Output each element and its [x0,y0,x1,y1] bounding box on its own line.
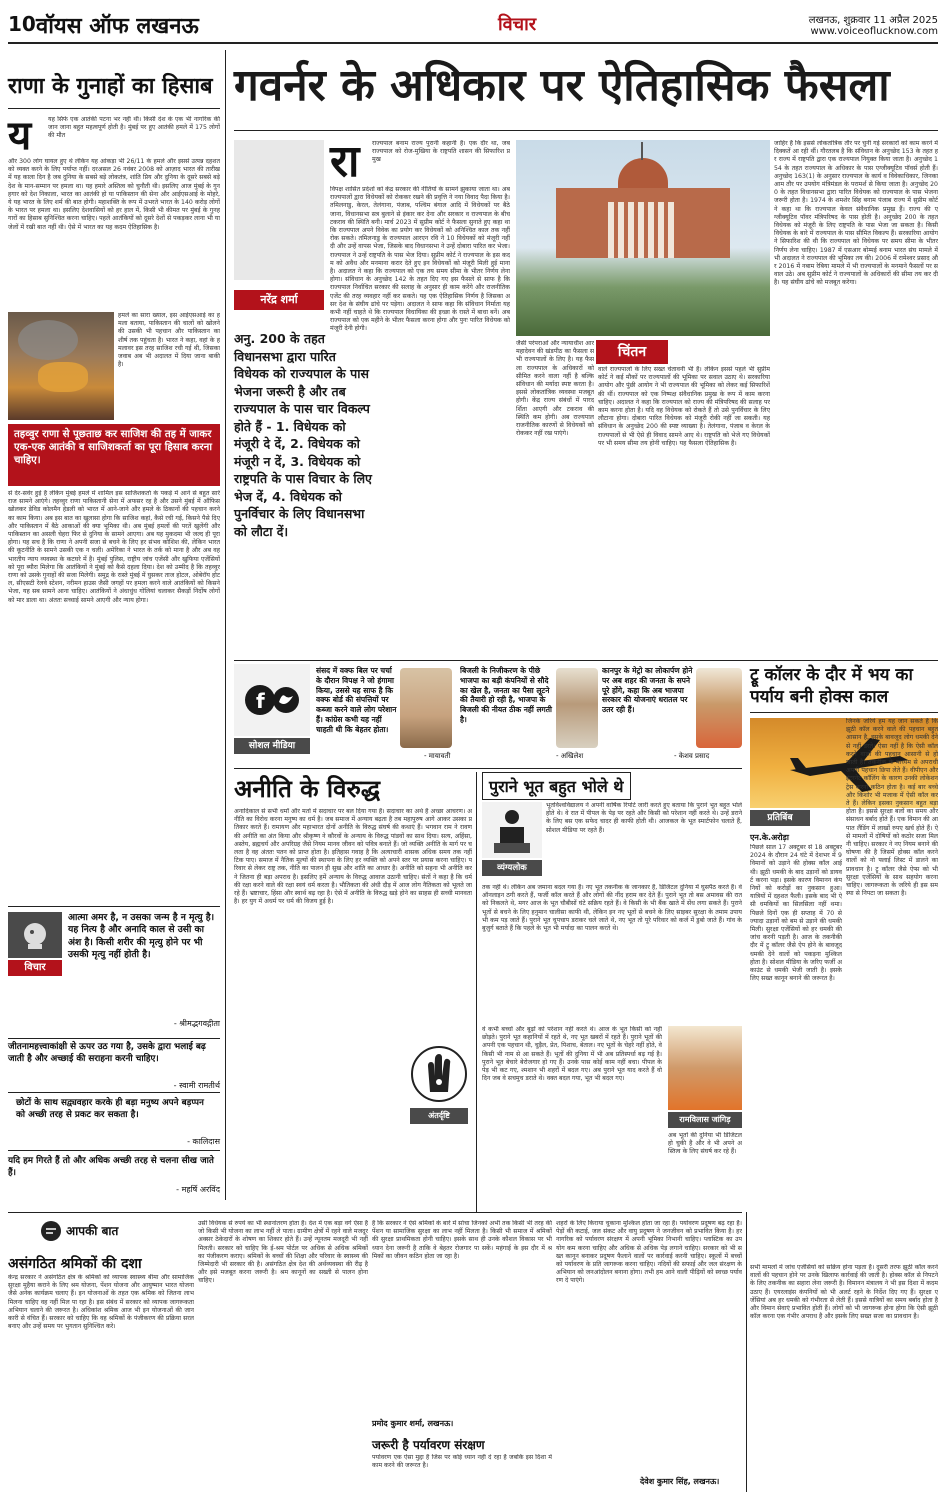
bhoot-author: रामविलास जांगिड़ [668,1112,742,1128]
main-body-2: विपक्ष शासित प्रदेशों को केंद्र सरकार की नीतियों के सामने झुकाया जाता था। अब राज्यपालों द्वारा विधेयकों को रोककर रखने की प्रवृत्ति ने नया विवाद पैदा किया है। तमिलनाडु, केरल, तेलंगाना, पंजाब, पश्चिम बंगाल आदि में विधेयकों पर बैठे जाना, विधानसभा सत्र बुलाने से इंकार कर देना और सरकार व राज्यपाल के बीच टकराव की स्थिति बनी। मार्च 2023 में सुप्रीम कोर्ट ने फैसला सुनाते हुए कहा था कि राज्यपाल अपने विवेक का प्रयोग कर विधेयकों को अनिश्चित काल तक नहीं रोक सकते। तमिलनाडु के राज्यपाल आरएन रवि ने 10 विधेयकों को मंजूरी नहीं दी और उन्हें वापस भेजा, जिसके बाद विधानसभा ने उन्हें दोबारा पारित कर भेजा। राज्यपाल ने उन्हें राष्ट्रपति के पास भेज दिया। सुप्रीम कोर्ट ने राज्यपाल के इस कदम को अवैध और मनमाना करार देते हुए इन विधेयकों को मंजूरी मिली हुई माना है। अदालत ने कहा कि राज्यपाल को एक तय समय सीमा के भीतर निर्णय लेना होगा। संविधान के अनुच्छेद 142 के तहत दिए गए इस फैसले से साफ है कि राज्यपाल निर्वाचित सरकार की सलाह के अनुसार ही काम करेंगे और राजनीतिक एजेंट की तरह व्यवहार नहीं कर सकते। यह एक ऐतिहासिक निर्णय है जिसका असर देश के संघीय ढांचे पर पड़ेगा। अदालत ने साफ कहा कि संविधान निर्माता यह कभी नहीं चाहते थे कि राज्यपाल विधायिका की इच्छा के रास्ते में बाधा बनें। अब राज्यपाल को एक महीने के भीतर फैसला करना होगा और पुनः पारित विधेयक को मंजूरी देनी होगी। [330,186,510,333]
letter-1-body-b: उसी विधेयक से रुपये का भी स्थानांतरण होता है। देश में एक बड़ा वर्ग ऐसा है जो किसी भी योजना का लाभ नहीं ले पाता। ग्रामीण क्षेत्रों में रहने वाले मजदूर अक्सर ठेकेदारों के शोषण का शिकार होते हैं। उन्हें न्यूनतम मजदूरी भी नहीं मिलती। सरकार को चाहिए कि ई-श्रम पोर्टल पर अधिक से अधिक श्रमिकों का पंजीकरण कराए। श्रमिकों के बच्चों की शिक्षा और परिवार के स्वास्थ्य की जिम्मेदारी भी सरकार की है। असंगठित क्षेत्र देश की अर्थव्यवस्था की रीढ़ है और इसे मजबूत करना जरूरी है। श्रम कानूनों का सख्ती से पालन होना चाहिए। [198,1220,368,1285]
aneeti-section [234,772,472,1212]
letter-1-title: असंगठित श्रमिकों की दशा [8,1256,142,1272]
trucaller-section [750,664,938,1264]
left-body-2: हमले का सारा ख्याल, इस आईएसआई का हमला बताया, पाकिस्तान की चालों को खोलने की उसकी भी पहचान और पाकिस्तान का शीर्ष तक पहुंचता है। भारत ने कहा, वहां के हमलावर इस तरह साजिश रची गई थी, जिसका जवाब अब भी अदालत में दिया जाना बाकी है। [118,312,220,369]
pullquote [234,330,374,630]
main-bottom-rule [234,660,938,661]
trucaller-author: एन.के.अरोड़ा [750,833,789,842]
vichar-box [8,912,220,1032]
left-body-top: यह सिर्फ एक आतंकी पटना भर नहीं थी। किसी देश के एक भी नागरिक की जान जाना बहुत महत्वपूर्ण होती है। मुंबई पर हुए आतंकी हमले में 175 लोगों की मौत [48,116,220,140]
bhoot-headline: पुराने भूत बहुत भोले थे [482,772,631,800]
thinking-head-icon [18,920,52,950]
bhoot-body-2: तक नहीं थे। लेकिन अब जमाना बदल गया है। नए भूत तकनीक के जानकार हैं, डिजिटल दुनिया में घुसपैठ करते हैं। वे ऑनलाइन ठगी करते हैं, फर्जी कॉल करते हैं और लोगों की नींद हराम कर देते हैं। पुराने भूत तो बस अमावस की रात को निकलते थे, मगर आज के भूत चौबीसों घंटे सक्रिय रहते हैं। वे किसी के भी बैंक खाते में सेंध लगा सकते हैं। पुराने भूतों से बचने के लिए हनुमान चालीसा काफी थी, लेकिन इन नए भूतों से बचने के लिए साइबर सुरक्षा के तमाम उपाय भी कम पड़ जाते हैं। पुराने भूत चुपचाप डराकर चले जाते थे, नए भूत तो पूरे परिवार को कर्ज में डुबो जाते हैं। गांव के बुजुर्ग बताते हैं कि पहले के भूत भी मर्यादा का पालन करते थे। [482,884,742,933]
masthead [8,6,938,42]
hamsa-hand-icon [410,1042,468,1106]
bhoot-section [482,772,742,1212]
aapki-baat-rule [8,1212,742,1213]
quote-3-block [8,1092,220,1202]
social-label: सोशल मीडिया [234,738,310,754]
author-photo [234,140,324,280]
avatar-2 [556,668,598,748]
bhoot-author-photo [668,1026,742,1110]
left-photo [8,312,114,420]
vichar-label: विचार [8,960,62,976]
left-divider [8,906,220,907]
antardrishti-emblem [410,1042,468,1132]
quote-divider-2 [8,1092,220,1093]
main-dropcap: रा [330,136,360,187]
court-dome [618,158,668,188]
court-pillars [608,202,678,258]
aapki-baat-label: आपकी बात [66,1224,119,1238]
fire-shape [38,362,88,392]
section-title: विचार [498,14,537,35]
quote-divider-3 [8,1150,220,1151]
left-body-1: और 300 लोग घायल हुए थे लेकिन यह आंकड़ा भी 26/11 के हमले और इससे उत्पन्न दहशत को व्यक्त करने के लिए पर्याप्त नहीं। दरअसल 26 नवंबर 2008 को आज़ाद भारत की तारीख में यह काला दिन है जब दुनिया के सबसे बड़े लोकतंत्र, शांति प्रिय और दुनिया के दूसरे सबसे बड़े देश के मान-सम्मान पर हमला था। यह हमारे अस्तित्व को चुनौती थी। इसलिए आज मुंबई के गुनहगार को देश निकाला, भारत का आतंकी हो या पाकिस्तान की सेना और आईएसआई के मोहरे, ये यह भारत के लिए शर्म की बात होगी। महाशक्ति के रूप में उभरते भारत के 140 करोड़ लोगों के भारत पर हमला था। इसलिए देशवासियों को हर हाल में, किसी भी कीमत पर मुंबई के गुनहगारों का हिसाब सुनिश्चित करना चाहिए। पहले आतंकियों को दूसरे देशों से पकड़कर लाना भी या जेलों में रखी बात नहीं थी। ऐसे में भारत का यह कदम ऐतिहासिक है। [8,158,220,231]
social-post-1-author: - मायावती [424,752,451,760]
letter-2-body-b: शहरों के लिए किराया चुकाना मुश्किल होता जा रहा है। पर्यावरण प्रदूषण बढ़ रहा है। पेड़ों की कटाई, जल संकट और वायु प्रदूषण ने जनजीवन को प्रभावित किया है। हर नागरिक को पर्यावरण संरक्षण में अपनी भूमिका निभानी चाहिए। प्लास्टिक का उपयोग कम करना चाहिए और अधिक से अधिक पेड़ लगाने चाहिए। सरकार को भी सख्त कानून बनाकर प्रदूषण फैलाने वालों पर कार्रवाई करनी चाहिए। स्कूलों में बच्चों को पर्यावरण के प्रति जागरूक करना चाहिए। नदियों की सफाई और जल संरक्षण के अभियान को जनआंदोलन बनाना होगा। तभी हम आने वाली पीढ़ियों को स्वच्छ पर्यावरण दे पाएंगे। [556,1220,742,1285]
main-headline: गवर्नर के अधिकार पर ऐतिहासिक फैसला [234,60,890,111]
court-photo [516,140,770,336]
aapki-baat-header [40,1220,200,1244]
aneeti-divider [476,772,477,1212]
svg-text:f: f [256,689,265,713]
smoke-shape [18,320,78,360]
left-col-divider [225,50,226,1200]
photo-caption: तहव्वुर राणा से पूछताछ कर साजिश की तह में जाकर एक-एक आतंकी व साजिशकर्ता का पूरा हिसाब करना चाहिए। [14,429,212,466]
right-bottom-divider [746,1212,747,1492]
left-headline: राणा के गुनाहों का हिसाब [8,74,213,99]
left-body-3: से देर-सवेर हुई है लेकिन मुंबई हमले में शामिल इस साजिशकर्ता के पकड़े में आने से बहुत सारे राज सामने आएंगे। तहव्वुर राणा पाकिस्तानी सेना में अफसर रह है और उसने मुंबई में ऑफिस खोलकर डेविड कोलमैन हेडली को भारत में आने-जाने और हमले के ठिकानों की पहचान करने का काम किया। अब इस बात का खुलासा होगा कि साजिश कहां, कैसे रची गई, किसने पैसे दिए और पाकिस्तान में बैठे आकाओं की क्या भूमिका थी। अब मुंबई हमलों की परतें खुलेंगी और पाकिस्तान का असली चेहरा फिर से दुनिया के सामने आएगा। अब यह मुकदमा भी जल्द ही पूरा होगा। यह सच है कि राणा ने अपनी सजा से बचने के लिए हर संभव कोशिश की, लेकिन भारत की कूटनीति के सामने उसकी एक न चली। अमेरिका ने भारत के तर्क को माना है और अब वह भारतीय न्याय व्यवस्था के कटघरे में है। मुंबई पुलिस, राष्ट्रीय जांच एजेंसी और खुफिया एजेंसियों को पूरा ब्यौरा मिलेगा कि आतंकियों ने मुंबई को कैसे दहला दिया। देश को उम्मीद है कि तहव्वुर राणा को उसके गुनाहों की सजा मिलेगी। समुद्र के रास्ते मुंबई में घुसकर ताज होटल, ओबेरॉय होटल, सीएसटी रेलवे स्टेशन, नरीमन हाउस जैसी जगहों पर हमला करने वाले आतंकियों को किसने भेजा, यह सब सामने आना चाहिए। आतंकियों ने अंधाधुंध गोलियां चलाकर सैकड़ों निर्दोष लोगों को मार डाला था। अंततः सच्चाई सामने आएगी और न्याय होगा। [8,490,220,604]
letter-2-author: देवेश कुमार सिंह, लखनऊ। [640,1477,720,1486]
left-headline-rule [8,108,220,109]
social-post-2-author: - अखिलेश [556,752,584,760]
quote-3: छोटों के साथ सद्व्यवहार करके ही बड़ा मनुष्य अपने बड़प्पन को अच्छी तरह से प्रकट कर सकता है। [16,1098,204,1120]
vichar-quote: आत्मा अमर है, न उसका जन्म है न मृत्यु है। यह नित्य है और अनादि काल से उसी का अंश है। किसी शरीर की मृत्यु होने पर भी उसकी मृत्यु नहीं होती है। [68,912,215,961]
flag [641,142,643,160]
left-column [8,50,220,1100]
bhoot-body-3: वे कभी बच्चों और बूढ़ों को परेशान नहीं करते थे। आज के भूत किसी को नहीं छोड़ते। पुराने भूत कहानियों में रहते थे, नए भूत खबरों में रहते हैं। पुराने भूतों की अपनी एक पहचान थी, चुड़ैल, प्रेत, पिशाच, बेताल। नए भूतों के चेहरे नहीं होते, वे किसी भी नाम से आ सकते हैं। भूतों की दुनिया में भी अब प्रतिस्पर्धा बढ़ गई है। पुराने भूत बेचारे बेरोजगार हो गए हैं। उनके पास कोई काम नहीं बचा। पीपल के पेड़ भी कट गए, श्मशान भी शहरों में बदल गए। अब पुराने भूत याद करते हैं वो दिन जब वे सचमुच डराते थे। वक्त बदल गया, भूत भी बदल गए। [482,1026,662,1083]
main-body-5: जाहिर है कि इससे लोकतांत्रिक तौर पर चुनी गई सरकारों को काम करने में दिक्कतें आ रही थीं। गौरतलब है कि संविधान के अनुच्छेद 153 के तहत हर राज्य में राष्ट्रपति द्वारा एक राज्यपाल नियुक्त किया जाता है। अनुच्छेद 154 के तहत राज्यपाल के अधिकार के पास एग्जीक्यूटिव पॉवर्स होती हैं। अनुच्छेद 163(1) के अनुसार राज्यपाल के कार्य व विवेकाधिकार, जिनका आम तौर पर उपयोग मंत्रिमंडल के परामर्श से किया जाता है। अनुच्छेद 200 के तहत विधानसभा द्वारा पारित विधेयक को राज्यपाल के पास भेजना जरूरी होता है। 1974 के शमशेर सिंह बनाम पंजाब राज्य में सुप्रीम कोर्ट ने कहा था कि राज्यपाल केवल संवैधानिक प्रमुख हैं। राज्य की एग्जीक्यूटिव पॉवर मंत्रिपरिषद के पास होती है। अनुच्छेद 200 के तहत विधेयक को मंजूरी के लिए राष्ट्रपति के पास भेजा जा सकता है। किसी विधेयक के बारे में राज्यपाल के पास सीमित विकल्प हैं। सरकारिया आयोग ने सिफारिश की थी कि राज्यपाल को विधेयक पर समय सीमा के भीतर निर्णय लेना चाहिए। 1987 में एसआर बोम्मई बनाम भारत संघ मामले में भी अदालत ने राज्यपाल की भूमिका तय की। 2006 में रामेश्वर प्रसाद और 2016 में नबाम रेबिया मामले में भी राज्यपालों के मनमाने फैसलों पर सवाल उठे। अब सुप्रीम कोर्ट ने राज्यपालों के अधिकारों की सीमा तय कर दी है। यह संघीय ढांचे को मजबूत करेगा। [774,140,938,287]
podium-speaker-icon [486,805,538,855]
quote-divider-1 [8,1038,220,1039]
quote-2: जीतनामहत्त्वाकांक्षी से ऊपर उठ गया है, उसके द्वारा भलाई बढ़ जाती है और अच्छाई की सराहना करनी चाहिए। [8,1042,206,1064]
page-number: 10 [8,12,36,36]
social-bottom-rule [234,768,742,769]
letter-1-author: प्रमोद कुमार शर्मा, लखनऊ। [372,1419,454,1428]
header-rule [8,42,938,44]
aneeti-body: अनादिकाल से सभी धर्मों और मतों में सदाचार पर बल दिया गया है। सदाचार का अर्थ है अच्छा आचरण। अनीति का विरोध करना मनुष्य का धर्म है। जब समाज में अन्याय बढ़ता है तब महापुरुष आगे आकर उसका प्रतिकार करते हैं। रामायण और महाभारत दोनों अनीति के विरुद्ध संघर्ष की कथाएं हैं। भगवान राम ने रावण की अनीति का अंत किया और श्रीकृष्ण ने कौरवों के अन्याय के विरुद्ध पांडवों का साथ दिया। सत्य, अहिंसा, अस्तेय, ब्रह्मचर्य और अपरिग्रह जैसे नियम मानव जीवन को पवित्र बनाते हैं। जो व्यक्ति अनीति के मार्ग पर चलता है वह अंततः पतन को प्राप्त होता है। इतिहास गवाह है कि अत्याचारी शासक अधिक समय तक नहीं टिक पाए। समाज में नैतिक मूल्यों की स्थापना के लिए हर व्यक्ति को अपने स्तर पर प्रयास करना चाहिए। परिवार से लेकर राष्ट्र तक, नीति का पालन ही सुख और शांति का आधार है। अनीति को सहना भी अनीति करने जितना ही बड़ा अपराध है। इसलिए हमें अन्याय के विरुद्ध आवाज उठानी चाहिए। संतों ने कहा है कि धर्म की रक्षा करने वाले की रक्षा स्वयं धर्म करता है। भौतिकता की अंधी दौड़ में आज लोग नैतिकता को भूलते जा रहे हैं। भ्रष्टाचार, हिंसा और स्वार्थ बढ़ रहा है। ऐसे में अनीति के विरुद्ध खड़े होने का साहस ही सच्ची मानवता है। हर युग में अधर्म पर धर्म की विजय हुई है। [234,808,472,906]
quote-3-author: - कालिदास [187,1137,220,1146]
quote-4-author: - महर्षि अरविंद [176,1185,220,1194]
bhoot-body-4: अब भूतों की दुनिया भी डिजिटल हो चुकी है और वे भी अपने अस्तित्व के लिए संघर्ष कर रहे हैं। [668,1132,742,1156]
trucaller-body-3: सभी मामलों में जांच एजेंसियों को सक्रिय होना पड़ता है। दूसरी तरफ झूठी कॉल करने वालों की पहचान होने पर उनके खिलाफ कार्रवाई की जाती है। होक्स कॉल से निपटने के लिए तकनीक का सहारा लेना जरूरी है। विमानन मंत्रालय ने भी इस दिशा में कदम उठाए हैं। एयरलाइंस कंपनियों को भी अलर्ट रहने के निर्देश दिए गए हैं। सुरक्षा एजेंसियां अब हर धमकी को गंभीरता से लेती हैं। इससे यात्रियों का समय बर्बाद होता है और विमान सेवाएं प्रभावित होती हैं। लोगों को भी जागरूक होना होगा कि ऐसी झूठी कॉल करना एक गंभीर अपराध है और इसके लिए सख्त सजा का प्रावधान है। [750,1264,938,1321]
aneeti-headline: अनीति के विरुद्ध [234,775,380,803]
vyanglok-icon [482,802,542,858]
antardrishti-label: अंतर्दृष्टि [410,1108,468,1124]
photo-caption-box [8,424,220,486]
main-body-1: राज्यपाल बनाम राज्य पुरानी कहानी है। एक दौर था, जब राज्यपाल को रोज-मुखिया के राष्ट्रपति शासन की सिफारिश प्रमुख [372,140,510,164]
pullquote-text: अनु. 200 के तहत विधानसभा द्वारा पारित विधेयक को राज्यपाल के पास भेजना जरूरी है और तब राज्यपाल के पास चार विकल्प होते हैं - 1. विधेयक को मंजूरी दे दें, 2. विधेयक को मंजूरी न दें, 3. विधेयक को राष्ट्रपति के पास विचार के लिए भेज दें, 4. विधेयक को पुनर्विचार के लिए विधानसभा को लौटा दें। [234,331,372,539]
vichar-quote-author: - श्रीमद्भगवद्गीता [173,1019,220,1028]
vichar-icon [8,912,62,958]
dateline: लखनऊ, शुक्रवार 11 अप्रैल 2025 [808,15,938,26]
letter-2-title: जरूरी है पर्यावरण संरक्षण [372,1438,485,1452]
social-post-2: बिजली के निजीकरण के पीछे भाजपा का बड़ी कंपनियों से सौदे का खेल है, जनता का पैसा लूटने की तैयारी हो रही है, भाजपा के बिजली की नीयत ठीक नहीं लगती है। [460,666,552,724]
main-body-3: जैसी परंपराओं और न्यायाधीश आर महादेवन की खंडपीठ का फैसला सभी राज्यपालों के लिए है। यह फैसला राज्यपाल के अधिकारों को सीमित करने वाला नहीं है बल्कि संविधान की मर्यादा स्पष्ट करता है। इससे लोकतांत्रिक व्यवस्था मजबूत होगी। केंद्र राज्य संबंधों में पारदर्शिता आएगी और टकराव की स्थिति कम होगी। अब राज्यपाल राजनीतिक कारणों से विधेयकों को रोककर नहीं रख पाएंगे। [516,340,594,438]
trucaller-body-2: जिनके जरिये हम यह जान सकते हैं कि झूठी कॉल करने वाले की पहचान बहुत आसान है, इसके बावजूद लोग धमकी देने से नहीं डरते। ऐसा नहीं है कि ऐसी कॉल करने वालों की पहचान आसानी से हो जाती है। तकनीक के माध्यम से अपराधी अपनी पहचान छिपा लेते हैं। वीपीएन और इंटरनेट कॉलिंग के कारण उनकी लोकेशन ट्रेस करना कठिन होता है। कई बार बच्चे और किशोर भी मजाक में ऐसी कॉल करते हैं। लेकिन इसका नुकसान बहुत बड़ा होता है। इससे सुरक्षा बलों का समय और संसाधन बर्बाद होते हैं। एक विमान की आपात लैंडिंग में लाखों रुपए खर्च होते हैं। ऐसे मामलों में दोषियों को कठोर सजा मिलनी चाहिए। सरकार ने नए नियम बनाने की घोषणा की है जिसमें होक्स कॉल करने वालों को नो फ्लाई लिस्ट में डालने का प्रावधान है। ट्रू कॉलर जैसे ऐप्स को भी सुरक्षा एजेंसियों के साथ सहयोग करना चाहिए। जागरूकता के जरिये ही इस समस्या से निपटा जा सकता है। [846,718,938,898]
author-box [234,140,324,306]
letter-2-body-a: पर्यावरण एक ऐसा मुद्दा है जिस पर कोई ध्यान नहीं दे रहा है जबकि इस दिशा में काम करने की जरूरत है। [372,1454,552,1470]
chintan-tag: चिंतन [596,340,668,364]
social-post-3-author: - केशव प्रसाद [674,752,710,760]
social-icon-box [234,664,310,736]
paper-name: वॉयस ऑफ लखनऊ [36,14,199,39]
trucaller-rule [750,712,938,713]
social-post-1: संसद में वक्फ बिल पर चर्चा के दौरान विपक्ष ने जो हंगामा किया, उससे यह साफ है कि वक्फ बोर्ड की संपत्तियों पर कब्जा करने वाले लोग परेशान हैं। कांग्रेस कभी यह नहीं चाहती थी कि बेहतर होता। [316,666,397,734]
social-icons [240,680,304,720]
left-dropcap: य [8,113,32,159]
main-headline-rule [234,130,938,131]
trucaller-body-1: पिछले साल 17 अक्टूबर से 18 अक्टूबर 2024 के दौरान 24 घंटे में देशभर में 9 विमानों को उड़ाने की होक्स कॉल आई थी। झूठी धमकी के बाद उड़ानों को डायवर्ट करना पड़ा। इसके कारण विमानन कंपनियों को करोड़ों का नुकसान हुआ। यात्रियों में दहशत फैली। इसके बाद भी ऐसी धमकियों का सिलसिला नहीं थमा। पिछले दिनों एक ही सप्ताह में 70 से ज्यादा उड़ानों को बम से उड़ाने की धमकी मिली। सुरक्षा एजेंसियों को हर धमकी की जांच करनी पड़ती है। आज के तकनीकी दौर में ट्रू कॉलर जैसे ऐप होने के बावजूद धमकी देने वालों को पकड़ना मुश्किल होता है। सोशल मीडिया के जरिए फर्जी अकाउंट से धमकी भेजी जाती है। इसके लिए सख्त कानून बनाने की जरूरत है। [750,844,842,983]
chat-bubble-icon [40,1220,62,1242]
letter-1-body-c: है कि सरकार ने ऐसे श्रमिकों के बारे में सोचा जिनको अभी तक किसी भी तरह की पेंशन या सामाजिक सुरक्षा का लाभ नहीं मिलता है। किसी भी समाज में श्रमिकों की सुरक्षा प्राथमिकता होनी चाहिए। इसके साथ ही उनके कौशल विकास पर भी ध्यान देना जरूरी है ताकि वे बेहतर रोजगार पा सकें। महंगाई के इस दौर में श्रमिकों का जीवन कठिन होता जा रहा है। [372,1220,552,1260]
quote-2-author: - स्वामी रामतीर्थ [173,1081,220,1090]
social-post-3: कानपुर के मेट्रो का लोकार्पण होने पर अब शहर की जनता के सपने पूरे होंगे, कहा कि अब भाजपा सरकार की योजनाएं धरातल पर उतर रही हैं। [602,666,693,715]
trucaller-tag: प्रतिबिंब [750,810,810,826]
avatar-1 [400,668,452,748]
avatar-3 [696,668,742,748]
vyanglok-label: व्यंग्यलोक [482,860,542,876]
trucaller-headline: ट्रू कॉलर के दौर में भय का पर्याय बनी होक्स काल [750,665,913,707]
bhoot-body-1: भूतविश्वविद्यालय ने अपनी वार्षिक रिपोर्ट जारी करते हुए बताया कि पुराने भूत बहुत भोले होते थे। वे रात में पीपल के पेड़ पर रहते और किसी को परेशान नहीं करते थे। उन्हें डराने के लिए बस एक सफेद चादर ही काफी होती थी। आजकल के भूत स्मार्टफोन चलाते हैं, सोशल मीडिया पर रहते हैं। [546,802,742,834]
author-name: नरेंद्र शर्मा [234,290,324,310]
letter-1-body-a: केन्द्र सरकार ने असंगठित क्षेत्र के श्रमिकों को व्यापक स्वास्थ्य बीमा और सामाजिक सुरक्षा मुहैया कराने के लिए श्रम योजना, पेंशन योजना और आयुष्मान भारत योजना जैसे अनेक कार्यक्रम चलाए हैं। इन योजनाओं के तहत एक श्रमिक को जितना लाभ मिलना चाहिए वह नहीं मिल पा रहा है। इस संबंध में सरकार को व्यापक जागरूकता अभियान चलाने की जरूरत है। अधिकांश श्रमिक आज भी इन योजनाओं की जानकारी से वंचित हैं। सरकार को चाहिए कि वह श्रमिकों के पंजीकरण की प्रक्रिया सरल बनाए और उन्हें समय पर भुगतान सुनिश्चित करे। [8,1274,194,1331]
quote-4: यदि हम गिरते हैं तो और अधिक अच्छी तरह से चलना सीख जाते हैं। [8,1156,214,1178]
website[interactable]: www.voiceoflucknow.com [810,26,938,37]
main-body-4: वाले राज्यपालों के लिए सख्त चेतावनी भी है। लेकिन इससे पहले भी सुप्रीम कोर्ट ने कई मौकों पर राज्यपालों की भूमिका पर सवाल उठाए थे। सरकारिया आयोग और पुंछी आयोग ने भी राज्यपाल की भूमिका को लेकर कई सिफारिशें की थीं। राज्यपाल को एक निष्पक्ष संवैधानिक प्रमुख के रूप में काम करना चाहिए। अदालत ने कहा कि राज्यपाल को राज्य की मंत्रिपरिषद की सलाह पर काम करना होता है। यदि वह विधेयक को रोकते हैं तो उसे पुनर्विचार के लिए लौटाना होगा। दोबारा पारित विधेयक को मंजूरी रोकी नहीं जा सकती। यह संविधान के अनुच्छेद 200 की स्पष्ट व्याख्या है। तेलंगाना, पंजाब व केरल के राज्यपालों से भी ऐसे ही विवाद सामने आए थे। राष्ट्रपति को भेजे गए विधेयकों पर भी समय सीमा तय होनी चाहिए। यह फैसला ऐतिहासिक है। [598,366,770,447]
social-media-strip [234,664,742,764]
